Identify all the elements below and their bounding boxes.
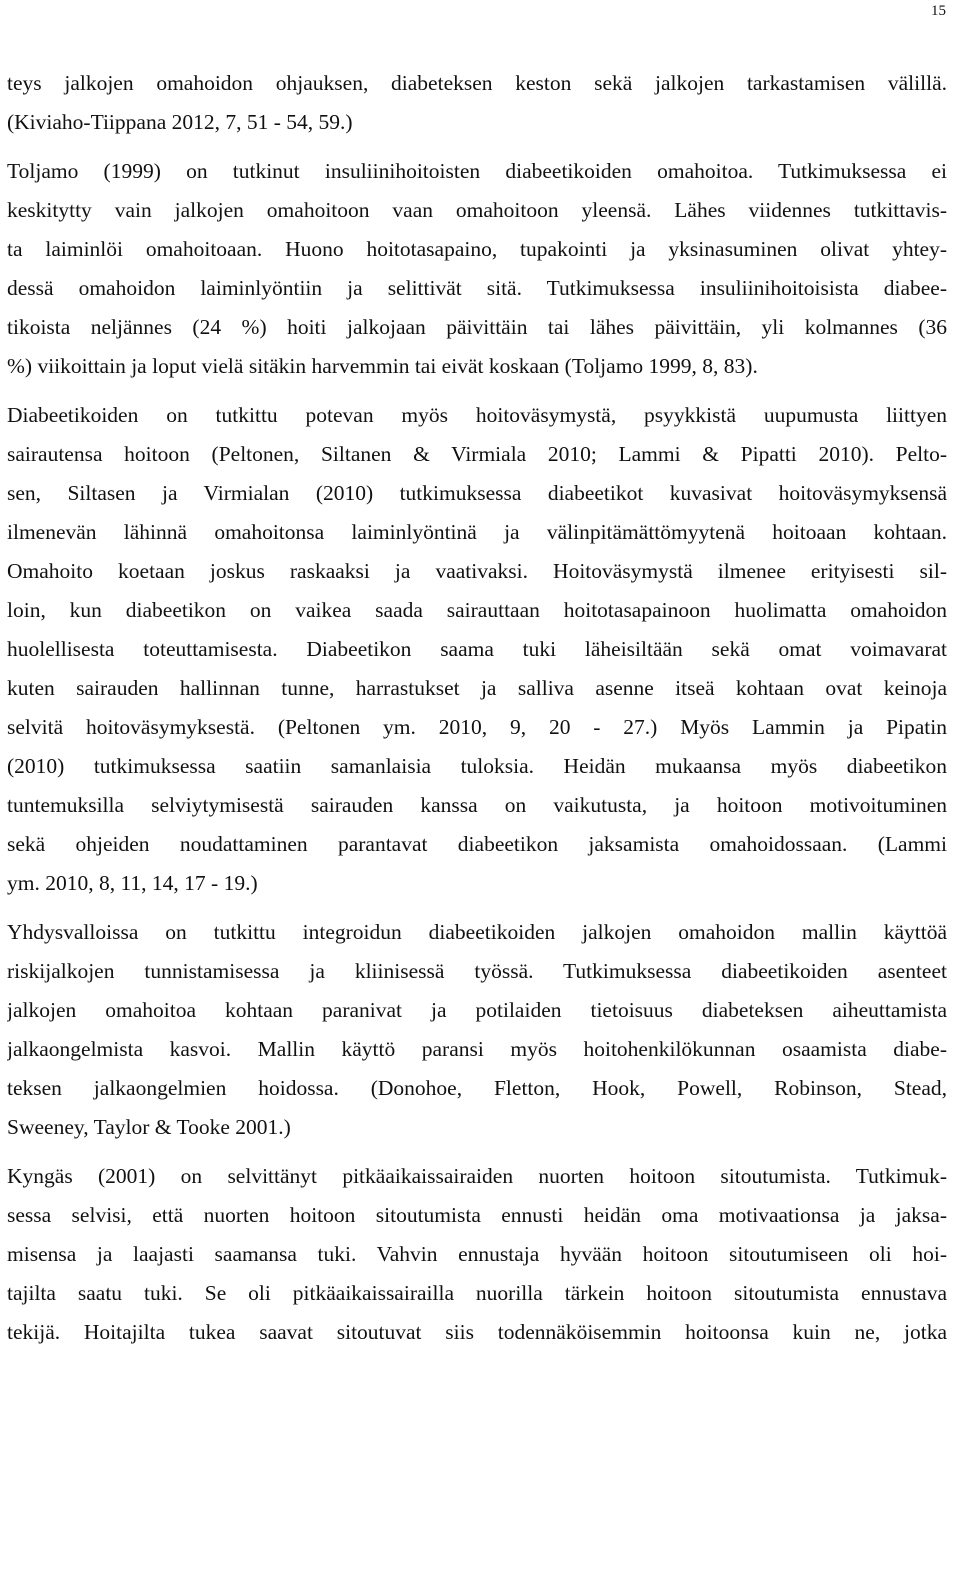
text-line: ta laiminlöi omahoitoaan. Huono hoitotasapaino, tupakointi ja yksinasuminen olivat yhtey- — [7, 237, 947, 261]
text-line: riskijalkojen tunnistamisessa ja kliinisessä työssä. Tutkimuksessa diabeetikoiden asenteet — [7, 959, 947, 983]
text-line: teksen jalkaongelmien hoidossa. (Donohoe, Fletton, Hook, Powell, Robinson, Stead, — [7, 1076, 947, 1100]
document-body — [7, 64, 947, 1352]
text-line: tekijä. Hoitajilta tukea saavat sitoutuvat siis todennäköisemmin hoitoonsa kuin ne, jotka — [7, 1320, 947, 1344]
text-line: %) viikoittain ja loput vielä sitäkin harvemmin tai eivät koskaan (Toljamo 1999, 8, 83). — [7, 354, 758, 378]
text-line: (Kiviaho-Tiippana 2012, 7, 51 - 54, 59.) — [7, 110, 353, 134]
text-line: Sweeney, Taylor & Tooke 2001.) — [7, 1115, 291, 1139]
text-line: dessä omahoidon laiminlyöntiin ja selittivät sitä. Tutkimuksessa insuliinihoitoisista diabee- — [7, 276, 947, 300]
paragraph-gap — [7, 903, 947, 913]
text-line: tikoista neljännes (24 %) hoiti jalkojaan päivittäin tai lähes päivittäin, yli kolmannes (36 — [7, 315, 947, 339]
text-line: Yhdysvalloissa on tutkittu integroidun diabeetikoiden jalkojen omahoidon mallin käyttöä — [7, 920, 947, 944]
text-line: misensa ja laajasti saamansa tuki. Vahvin ennustaja hyvään hoitoon sitoutumiseen oli hoi- — [7, 1242, 947, 1266]
text-line: tajilta saatu tuki. Se oli pitkäaikaissairailla nuorilla tärkein hoitoon sitoutumista ennustava — [7, 1281, 947, 1305]
paragraph-gap — [7, 386, 947, 396]
page-number: 15 — [931, 3, 946, 19]
text-line: sen, Siltasen ja Virmialan (2010) tutkimuksessa diabeetikot kuvasivat hoitoväsymyksensä — [7, 481, 947, 505]
paragraph — [7, 913, 947, 1147]
paragraph-gap — [7, 142, 947, 152]
text-line: Kyngäs (2001) on selvittänyt pitkäaikaissairaiden nuorten hoitoon sitoutumista. Tutkimuk- — [7, 1164, 947, 1188]
text-line: sessa selvisi, että nuorten hoitoon sitoutumista ennusti heidän oma motivaationsa ja jaksa- — [7, 1203, 947, 1227]
paragraph-gap — [7, 1147, 947, 1157]
text-line: jalkojen omahoitoa kohtaan paranivat ja potilaiden tietoisuus diabeteksen aiheuttamista — [7, 998, 947, 1022]
text-line: Diabeetikoiden on tutkittu potevan myös hoitoväsymystä, psyykkistä uupumusta liittyen — [7, 403, 947, 427]
paragraph — [7, 64, 947, 142]
text-line: Omahoito koetaan joskus raskaaksi ja vaativaksi. Hoitoväsymystä ilmenee erityisesti sil- — [7, 559, 947, 583]
text-line: jalkaongelmista kasvoi. Mallin käyttö paransi myös hoitohenkilökunnan osaamista diabe- — [7, 1037, 947, 1061]
text-line: keskitytty vain jalkojen omahoitoon vaan omahoitoon yleensä. Lähes viidennes tutkittavis- — [7, 198, 947, 222]
text-line: ilmenevän lähinnä omahoitonsa laiminlyöntinä ja välinpitämättömyytenä hoitoaan kohtaan. — [7, 520, 947, 544]
paragraph — [7, 1157, 947, 1352]
text-line: kuten sairauden hallinnan tunne, harrastukset ja salliva asenne itseä kohtaan ovat keinoja — [7, 676, 947, 700]
text-line: Toljamo (1999) on tutkinut insuliinihoitoisten diabeetikoiden omahoitoa. Tutkimuksessa ei — [7, 159, 947, 183]
text-line: (2010) tutkimuksessa saatiin samanlaisia tuloksia. Heidän mukaansa myös diabeetikon — [7, 754, 947, 778]
paragraph — [7, 396, 947, 903]
text-line: loin, kun diabeetikon on vaikea saada sairauttaan hoitotasapainoon huolimatta omahoidon — [7, 598, 947, 622]
paragraph — [7, 152, 947, 386]
text-line: huolellisesta toteuttamisesta. Diabeetikon saama tuki läheisiltään sekä omat voimavarat — [7, 637, 947, 661]
text-line: teys jalkojen omahoidon ohjauksen, diabeteksen keston sekä jalkojen tarkastamisen välillä. — [7, 71, 947, 95]
text-line: ym. 2010, 8, 11, 14, 17 - 19.) — [7, 871, 258, 895]
text-line: selvitä hoitoväsymyksestä. (Peltonen ym. 2010, 9, 20 - 27.) Myös Lammin ja Pipatin — [7, 715, 947, 739]
text-line: tuntemuksilla selviytymisestä sairauden kanssa on vaikutusta, ja hoitoon motivoituminen — [7, 793, 947, 817]
text-line: sekä ohjeiden noudattaminen parantavat diabeetikon jaksamista omahoidossaan. (Lammi — [7, 832, 947, 856]
text-line: sairautensa hoitoon (Peltonen, Siltanen & Virmiala 2010; Lammi & Pipatti 2010). Pelto- — [7, 442, 947, 466]
